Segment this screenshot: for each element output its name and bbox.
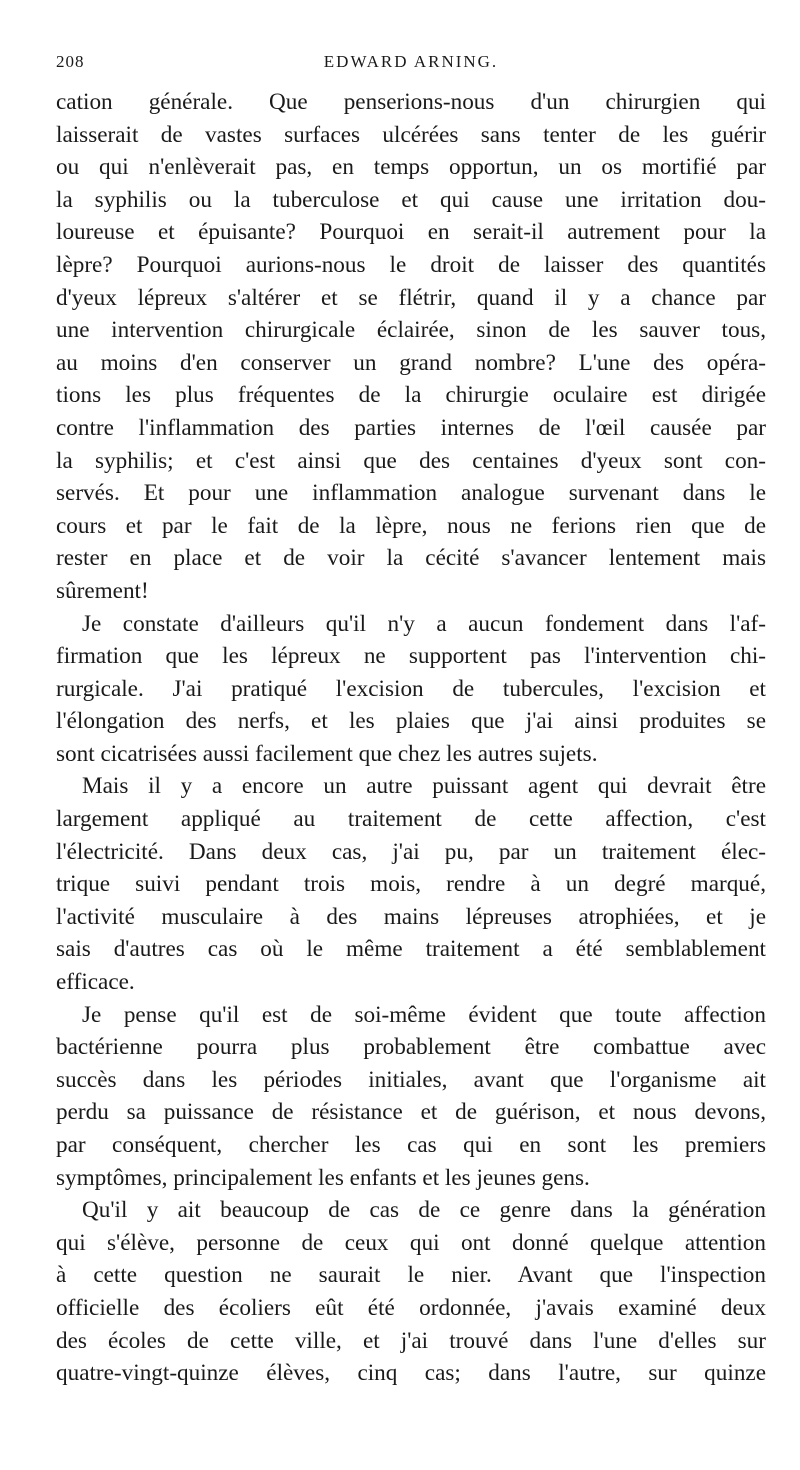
text-line: lèpre? Pourquoi aurions-nous le droit de laisser des quantités [56, 251, 766, 278]
text-line: l'élongation des nerfs, et les plaies que j'ai ainsi produites se [56, 708, 766, 735]
text-line: qui s'élève, personne de ceux qui ont donné quelque attention [56, 1229, 766, 1256]
text-line: bactérienne pourra plus probablement être combattue avec [56, 1034, 766, 1061]
text-line: firmation que les lépreux ne supportent pas l'intervention chi- [56, 643, 766, 670]
text-line: cation générale. Que penserions-nous d'un chirurgien qui [56, 89, 766, 115]
text-line: succès dans les périodes initiales, avant que l'organisme ait [56, 1066, 766, 1093]
text-line: au moins d'en conserver un grand nombre? L'une des opéra- [56, 349, 766, 376]
text-line: servés. Et pour une inflammation analogue survenant dans le [56, 480, 766, 507]
text-line: Je constate d'ailleurs qu'il n'y a aucun fondement dans l'af- [82, 610, 766, 637]
text-line: efficace. [56, 969, 135, 996]
text-line: trique suivi pendant trois mois, rendre à un degré marqué, [56, 871, 766, 898]
text-line: par conséquent, chercher les cas qui en sont les premiers [56, 1132, 766, 1158]
text-line: Mais il y a encore un autre puissant agent qui devrait être [82, 773, 766, 800]
text-line: laisserait de vastes surfaces ulcérées sans tenter de les guérir [56, 121, 766, 148]
page-number: 208 [56, 52, 85, 71]
text-line: l'activité musculaire à des mains lépreuses atrophiées, et je [56, 903, 766, 930]
text-line: des écoles de cette ville, et j'ai trouvé dans l'une d'elles sur [56, 1327, 766, 1354]
text-line: tions les plus fréquentes de la chirurgie oculaire est dirigée [56, 382, 766, 409]
text-line: Qu'il y ait beaucoup de cas de ce genre dans la génération [82, 1197, 766, 1224]
text-line: sont cicatrisées aussi facilement que chez les autres sujets. [56, 740, 598, 767]
text-line: Je pense qu'il est de soi-même évident que toute affection [82, 1001, 766, 1028]
text-line: ou qui n'enlèverait pas, en temps opportun, un os mortifié par [56, 154, 766, 181]
text-line: cours et par le fait de la lèpre, nous ne ferions rien que de [56, 512, 766, 539]
text-line: sûrement! [56, 577, 149, 604]
text-line: la syphilis; et c'est ainsi que des centaines d'yeux sont con- [56, 447, 766, 474]
text-line: largement appliqué au traitement de cette affection, c'est [56, 806, 766, 833]
text-line: perdu sa puissance de résistance et de guérison, et nous devons, [56, 1099, 766, 1126]
text-line: rurgicale. J'ai pratiqué l'excision de tubercules, l'excision et [56, 675, 766, 702]
body-text [56, 86, 766, 1390]
text-line: sais d'autres cas où le même traitement a été semblablement [56, 936, 766, 963]
text-line: officielle des écoliers eût été ordonnée, j'avais examiné deux [56, 1294, 766, 1321]
running-head [56, 52, 766, 80]
text-line: à cette question ne saurait le nier. Avant que l'inspection [56, 1262, 766, 1289]
text-line: l'électricité. Dans deux cas, j'ai pu, par un traitement élec- [56, 838, 766, 865]
text-line: symptômes, principalement les enfants et les jeunes gens. [56, 1164, 590, 1191]
text-line: contre l'inflammation des parties internes de l'œil causée par [56, 414, 766, 441]
text-line: une intervention chirurgicale éclairée, sinon de les sauver tous, [56, 317, 766, 344]
text-line: d'yeux lépreux s'altérer et se flétrir, quand il y a chance par [56, 284, 766, 311]
text-line: loureuse et épuisante? Pourquoi en serait-il autrement pour la [56, 219, 766, 246]
running-title: EDWARD ARNING. [323, 52, 499, 71]
text-line: la syphilis ou la tuberculose et qui cause une irritation dou- [56, 186, 766, 213]
text-line: rester en place et de voir la cécité s'avancer lentement mais [56, 545, 766, 572]
text-line: quatre-vingt-quinze élèves, cinq cas; dans l'autre, sur quinze [56, 1360, 766, 1387]
book-page [56, 52, 766, 1390]
